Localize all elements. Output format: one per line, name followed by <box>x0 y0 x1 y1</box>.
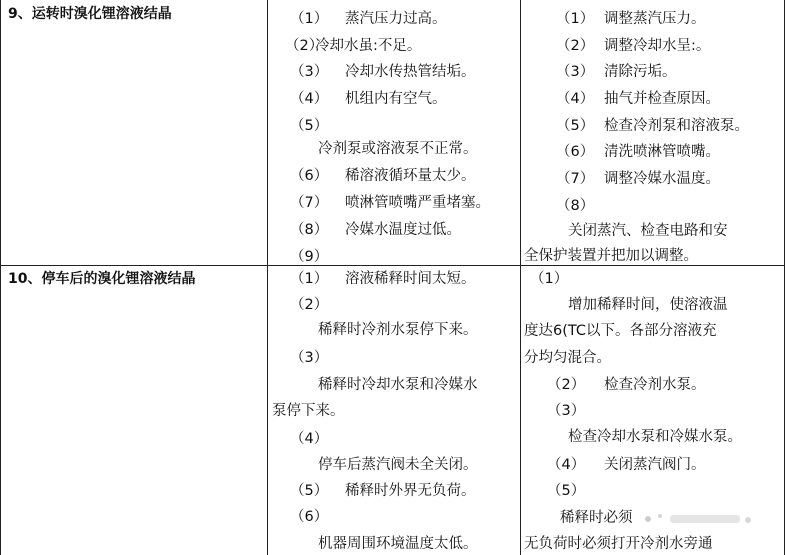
row9-title: 9、运转时溴化锂溶液结晶 <box>8 6 172 22</box>
row9-fix-8-text-line2: 全保护装置并把加以调整。 <box>524 248 698 264</box>
row10-cause-6-text: 机器周围环境温度太低。 <box>318 536 478 552</box>
watermark-overlay <box>640 508 760 530</box>
row9-cause-8-num: （8） <box>290 222 329 238</box>
column-divider-1 <box>267 0 268 555</box>
column-divider-2 <box>520 0 521 555</box>
watermark-icon <box>640 508 760 530</box>
row10-fix-3-num: （3） <box>547 403 586 419</box>
row9-cause-8-text: 冷媒水温度过低。 <box>345 222 461 238</box>
row9-cause-2-num: （2） <box>285 38 324 54</box>
row9-cause-6-num: （6） <box>290 168 329 184</box>
row9-cause-4-text: 机组内有空气。 <box>345 91 447 107</box>
row9-cause-1-num: （1） <box>290 11 329 27</box>
row9-fix-6-text: 清洗喷淋管喷嘴。 <box>604 144 720 160</box>
row9-fix-7-text: 调整冷媒水温度。 <box>604 171 720 187</box>
row9-cause-4-num: （4） <box>290 91 329 107</box>
row9-cause-3-text: 冷却水传热管结垢。 <box>345 64 476 80</box>
row9-cause-5-text: 冷剂泵或溶液泵不正常。 <box>318 141 478 157</box>
row10-fix-1-text-line2: 度达6(TC以下。各部分溶液充 <box>524 323 717 339</box>
row9-fix-3-text: 清除污垢。 <box>604 64 677 80</box>
row10-cause-1-text: 溶液稀释时间太短。 <box>345 271 476 287</box>
row10-cause-6-num: （6） <box>290 509 329 525</box>
row10-fix-1-text-line1: 增加稀释时间，使溶液温 <box>568 297 728 313</box>
row9-cause-9-num: （9） <box>290 249 329 264</box>
row9-fix-3-num: （3） <box>556 64 595 80</box>
table-border-left <box>0 0 1 555</box>
row9-fix-2-text: 调整冷却水呈:。 <box>604 38 711 54</box>
row-divider <box>0 265 785 266</box>
row10-fix-4-text: 关闭蒸汽阀门。 <box>604 457 706 473</box>
row9-fix-6-num: （6） <box>556 144 595 160</box>
row9-fix-5-text: 检查冷剂泵和溶液泵。 <box>604 118 749 134</box>
row10-fix-2-num: （2） <box>547 377 586 393</box>
row9-fix-1-text: 调整蒸汽压力。 <box>604 11 706 27</box>
row9-fix-8-num: （8） <box>556 198 595 214</box>
row10-cause-3-num: （3） <box>290 350 329 366</box>
row9-cause-6-text: 稀溶液循环量太少。 <box>345 168 476 184</box>
row10-fix-1-text-line3: 分均匀混合。 <box>524 350 611 366</box>
row9-fix-1-num: （1） <box>556 11 595 27</box>
row9-fix-7-num: （7） <box>556 171 595 187</box>
row10-cause-5-text: 稀释时外界无负荷。 <box>345 483 476 499</box>
row10-fix-5-text-line1: 稀释时必须 <box>560 510 633 526</box>
row10-cause-4-text: 停车后蒸汽阀未全关闭。 <box>318 457 478 473</box>
row10-fix-5-text-line2: 无负荷时必须打开冷剂水旁通 <box>524 536 713 552</box>
row9-cause-7-text: 喷淋管喷嘴严重堵塞。 <box>345 195 490 211</box>
row9-fix-5-num: （5） <box>556 118 595 134</box>
row9-fix-4-num: （4） <box>556 91 595 107</box>
row10-cause-3-text-line1: 稀释时冷却水泵和冷媒水 <box>318 377 478 393</box>
row9-fix-4-text: 抽气并检查原因。 <box>604 91 720 107</box>
row9-fix-8-text-line1: 关闭蒸汽、检查电路和安 <box>568 223 728 239</box>
row9-fix-2-num: （2） <box>556 38 595 54</box>
row9-cause-7-num: （7） <box>290 195 329 211</box>
row10-cause-4-num: （4） <box>290 431 329 447</box>
row10-fix-4-num: （4） <box>547 457 586 473</box>
row10-fix-3-text: 检查冷却水泵和冷媒水泵。 <box>568 429 742 445</box>
row10-cause-2-text: 稀释时冷剂水泵停下来。 <box>318 322 478 338</box>
row10-fix-2-text: 检查冷剂水泵。 <box>604 377 706 393</box>
row9-cause-5-num: （5） <box>290 118 329 134</box>
row10-cause-5-num: （5） <box>290 483 329 499</box>
row10-cause-3-text-line2: 泵停下来。 <box>272 403 345 419</box>
row9-cause-1-text: 蒸汽压力过高。 <box>345 11 447 27</box>
row9-cause-2-text: 冷却水虽:不足。 <box>315 38 422 54</box>
row9-cause-3-num: （3） <box>290 64 329 80</box>
row10-fix-1-num: （1） <box>530 271 569 287</box>
row10-cause-2-num: （2） <box>290 297 329 313</box>
row10-fix-5-num: （5） <box>547 483 586 499</box>
row10-cause-1-num: （1） <box>290 271 329 287</box>
row10-title: 10、停车后的溴化锂溶液结晶 <box>8 271 196 287</box>
